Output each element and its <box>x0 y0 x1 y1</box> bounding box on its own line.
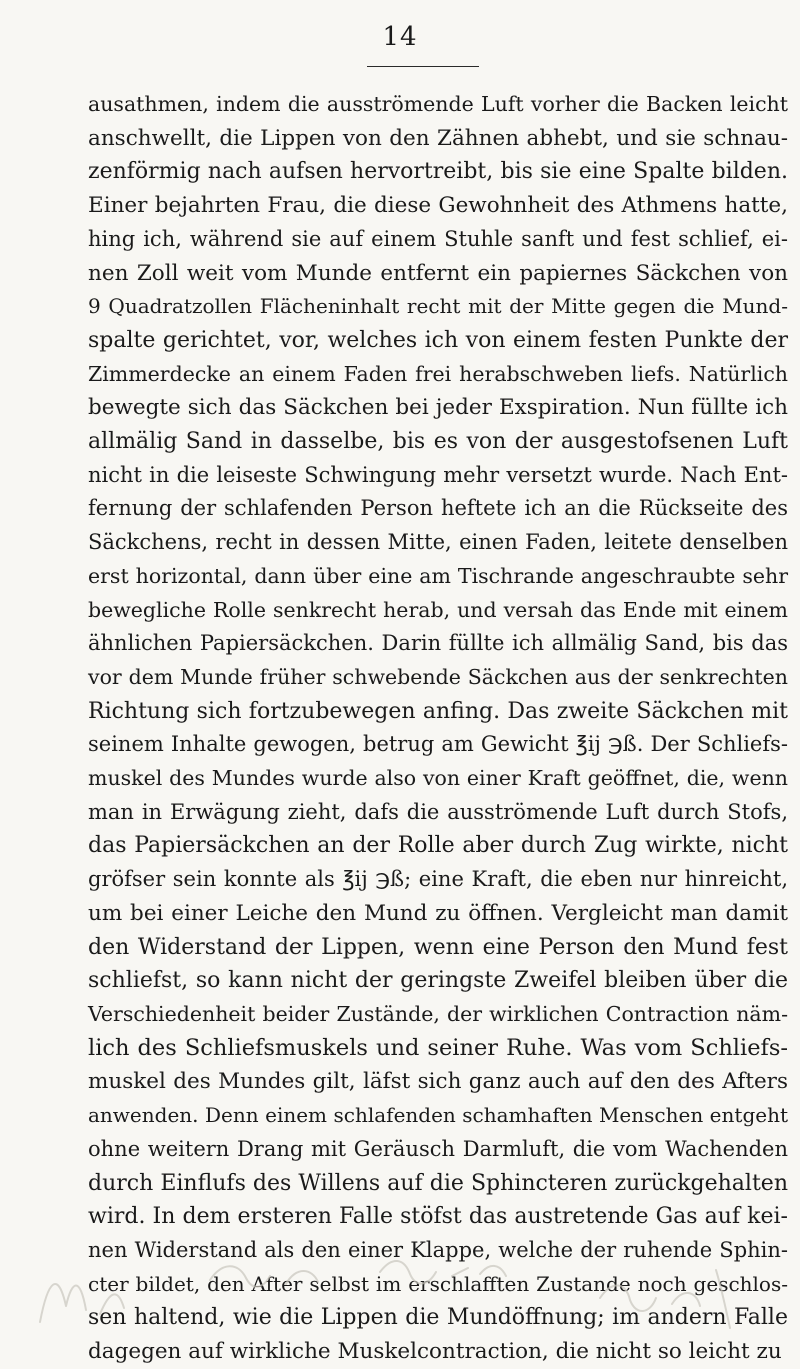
text-line: Verschiedenheit beider Zustände, der wirklichen Contraction näm- <box>88 1001 788 1026</box>
text-line: hing ich, während sie auf einem Stuhle sanft und fest schlief, ei- <box>88 226 788 251</box>
text-line: bewegte sich das Säckchen bei jeder Exspiration. Nun füllte ich <box>88 395 788 421</box>
text-line: ohne weitern Drang mit Geräusch Darmluft, die vom Wachenden <box>88 1136 788 1161</box>
page-number: 14 <box>382 22 418 52</box>
text-line: erst horizontal, dann über eine am Tischrande angeschraubte sehr <box>88 563 788 588</box>
text-line: 9 Quadratzollen Flächeninhalt recht mit der Mitte gegen die Mund- <box>88 294 788 319</box>
text-line: lich des Schliefsmuskels und seiner Ruhe. Was vom Schliefs- <box>88 1034 788 1061</box>
text-line: schliefst, so kann nicht der geringste Zweifel bleiben über die <box>88 968 788 994</box>
text-line: muskel des Mundes wurde also von einer Kraft geöffnet, die, wenn <box>88 766 788 791</box>
text-line: nen Widerstand als den einer Klappe, welche der ruhende Sphin- <box>88 1237 788 1262</box>
text-line: seinem Inhalte gewogen, betrug am Gewicht ℥ij ℈ß. Der Schliefs- <box>88 732 788 757</box>
text-line: fernung der schlafenden Person heftete ich an die Rückseite des <box>88 496 788 521</box>
text-line: Zimmerdecke an einem Faden frei herabschweben liefs. Natürlich <box>88 361 788 386</box>
text-line: bewegliche Rolle senkrecht herab, und versah das Ende mit einem <box>88 597 788 622</box>
text-line: durch Einflufs des Willens auf die Sphincteren zurückgehalten <box>88 1170 788 1196</box>
text-line: anschwellt, die Lippen von den Zähnen abhebt, und sie schnau- <box>88 125 788 151</box>
text-line: ausathmen, indem die ausströmende Luft vorher die Backen leicht <box>88 92 788 116</box>
text-line: um bei einer Leiche den Mund zu öffnen. Vergleicht man damit <box>88 900 788 926</box>
text-line: sen haltend, wie die Lippen die Mundöffnung; im andern Falle <box>88 1305 788 1331</box>
text-line: cter bildet, den After selbst im erschlafften Zustande noch geschlos- <box>88 1271 788 1296</box>
text-line: Richtung sich fortzubewegen anfing. Das zweite Säckchen mit <box>88 698 788 724</box>
text-line: man in Erwägung zieht, dafs die ausströmende Luft durch Stofs, <box>88 799 788 824</box>
text-line: den Widerstand der Lippen, wenn eine Person den Mund fest <box>88 934 788 960</box>
text-line: nicht in die leiseste Schwingung mehr versetzt wurde. Nach Ent- <box>88 462 788 487</box>
header-rule <box>367 66 479 67</box>
text-line: wird. In dem ersteren Falle stöfst das austretende Gas auf kei- <box>88 1204 788 1230</box>
text-line: dagegen auf wirkliche Muskelcontraction, die nicht so leicht zu <box>88 1339 782 1365</box>
body-paragraph <box>88 88 788 1369</box>
text-line: spalte gerichtet, vor, welches ich von einem festen Punkte der <box>88 327 788 353</box>
text-line: anwenden. Denn einem schlafenden schamhaften Menschen entgeht <box>88 1103 788 1128</box>
text-line: zenförmig nach aufsen hervortreibt, bis sie eine Spalte bilden. <box>88 159 788 185</box>
text-line: Säckchens, recht in dessen Mitte, einen Faden, leitete denselben <box>88 530 788 555</box>
text-line: vor dem Munde früher schwebende Säckchen aus der senkrechten <box>88 664 788 689</box>
text-line: muskel des Mundes gilt, läfst sich ganz auch auf den des Afters <box>88 1069 788 1095</box>
text-line: Einer bejahrten Frau, die diese Gewohnheit des Athmens hatte, <box>88 193 788 219</box>
text-line: ähnlichen Papiersäckchen. Darin füllte ich allmälig Sand, bis das <box>88 631 788 656</box>
text-line: das Papiersäckchen an der Rolle aber durch Zug wirkte, nicht <box>88 833 788 859</box>
text-line: allmälig Sand in dasselbe, bis es von der ausgestofsenen Luft <box>88 429 788 455</box>
text-line: nen Zoll weit vom Munde entfernt ein papiernes Säckchen von <box>88 260 788 286</box>
text-line: gröfser sein konnte als ℥ij ℈ß; eine Kraft, die eben nur hinreicht, <box>88 867 788 892</box>
